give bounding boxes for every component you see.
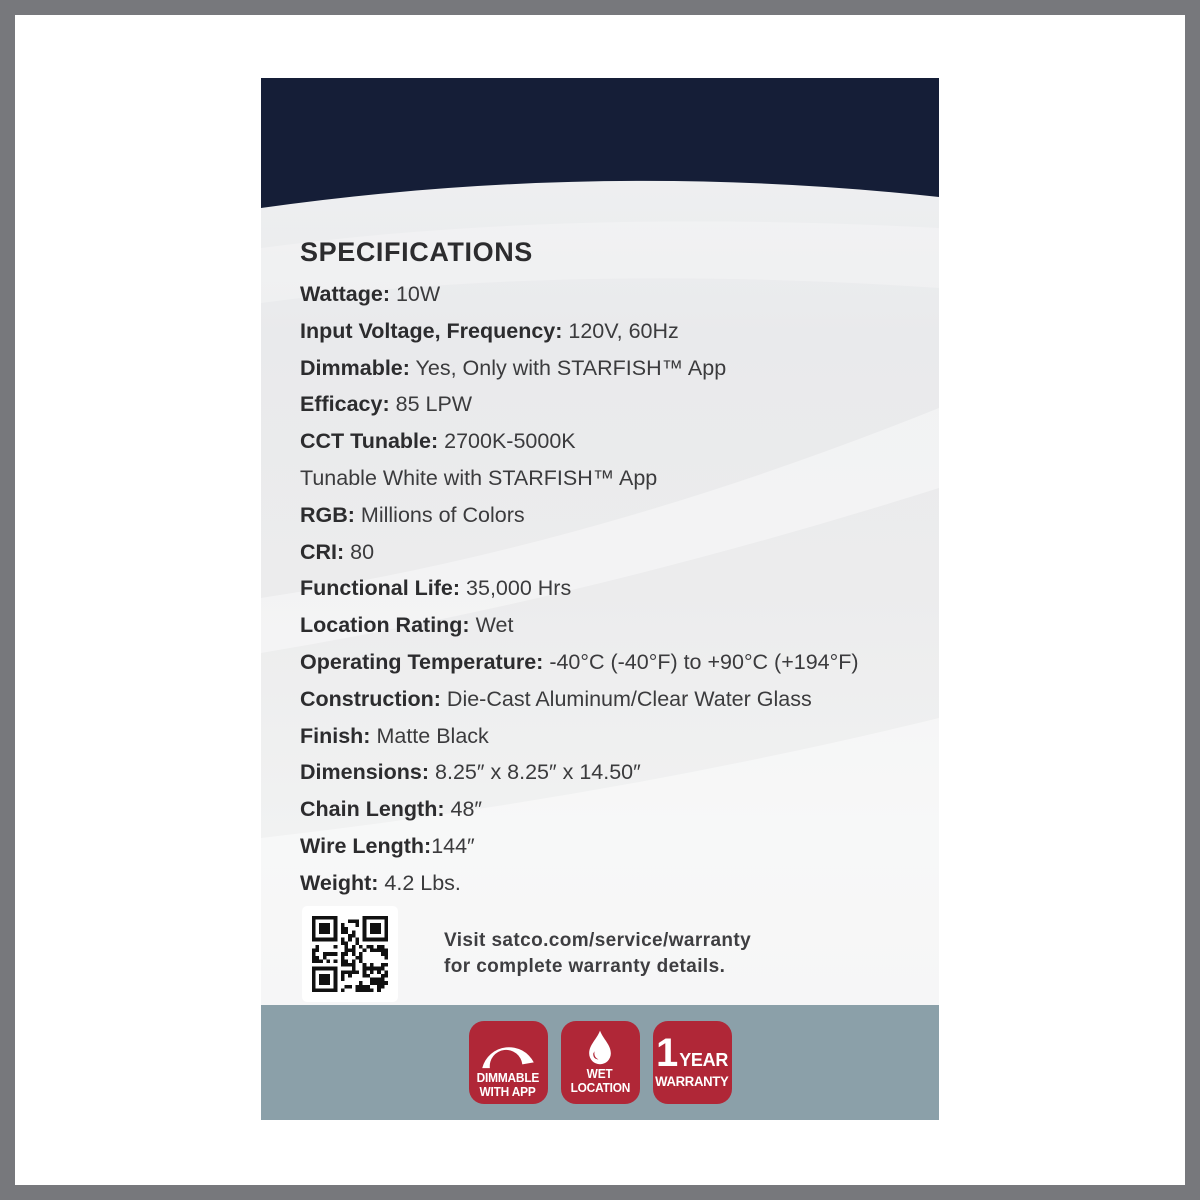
spec-rows: [300, 276, 919, 902]
spec-row: Location Rating: Wet: [300, 613, 514, 638]
spec-row: CRI: 80: [300, 539, 375, 564]
spec-row: Wattage: 10W: [300, 282, 441, 306]
badge-label: DIMMABLE: [476, 1071, 540, 1085]
specifications-title: SPECIFICATIONS: [300, 237, 533, 267]
spec-row: Tunable White with STARFISH™ App: [300, 465, 658, 490]
spec-row: Chain Length: 48″: [300, 797, 483, 822]
badge-year-label: YEAR: [679, 1050, 729, 1070]
warranty-note-line2: for complete warranty details.: [444, 956, 726, 977]
badge-label: WITH APP: [479, 1085, 537, 1099]
spec-row: Weight: 4.2 Lbs.: [300, 870, 461, 895]
warranty-qr-section: [302, 906, 751, 1002]
spec-row: Operating Temperature: -40°C (-40°F) to +90°C (+194°F): [300, 649, 859, 674]
spec-row: RGB: Millions of Colors: [300, 502, 525, 527]
white-page: [15, 15, 1185, 1185]
badge-dimmable-with-app: [469, 1021, 548, 1104]
spec-row: Efficacy: 85 LPW: [300, 392, 473, 417]
badge-label: LOCATION: [570, 1081, 630, 1095]
spec-row: Input Voltage, Frequency: 120V, 60Hz: [300, 318, 679, 343]
badge-label: WET: [587, 1067, 613, 1081]
water-drop-icon: [587, 1029, 613, 1067]
header-band: [261, 78, 939, 219]
badge-label: WARRANTY: [655, 1074, 729, 1089]
qr-code: [302, 906, 398, 1002]
numeral-one: 1: [655, 1031, 678, 1075]
spec-row: Dimmable: Yes, Only with STARFISH™ App: [300, 355, 727, 380]
spec-row: Wire Length:144″: [300, 833, 475, 858]
badge-wet-location: [561, 1021, 640, 1104]
warranty-note-line1: Visit satco.com/service/warranty: [444, 930, 752, 951]
badge-year-row: [655, 1031, 729, 1075]
spec-row: Finish: Matte Black: [300, 723, 489, 748]
spec-card: [261, 78, 939, 1120]
spec-card-body: [261, 78, 939, 1005]
footer-band: [261, 1005, 939, 1120]
warranty-note: [444, 928, 751, 980]
spec-row: Dimensions: 8.25″ x 8.25″ x 14.50″: [300, 760, 641, 785]
specifications-section: [300, 236, 919, 902]
spec-row: Construction: Die-Cast Aluminum/Clear Water Glass: [300, 686, 812, 711]
dimmer-arc-icon: [479, 1029, 537, 1071]
badge-row: [261, 1005, 939, 1120]
spec-row: Functional Life: 35,000 Hrs: [300, 576, 572, 601]
badge-one-year-warranty: [653, 1021, 732, 1104]
spec-row: CCT Tunable: 2700K-5000K: [300, 429, 576, 454]
